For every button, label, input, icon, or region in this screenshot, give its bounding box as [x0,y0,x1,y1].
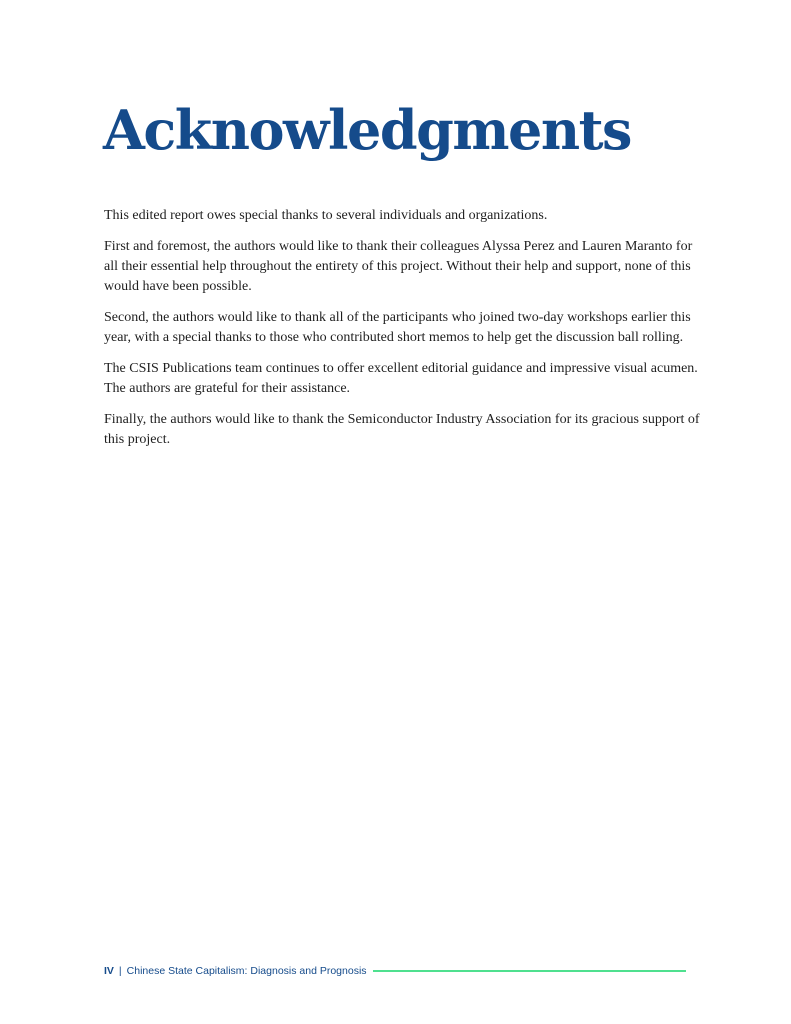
paragraph-3: Second, the authors would like to thank all of the participants who joined two-day workshops earlier this year, with a special thanks to those who contributed short memos to help get the discussion ball rolling. [104,310,691,345]
paragraph-2: First and foremost, the authors would like to thank their colleagues Alyssa Perez and Lauren Maranto for all their essential help throughout the entirety of this project. Without their help and support, none of this would have been possible. [104,239,693,294]
page-number: IV [104,965,114,977]
page-title: Acknowledgments [103,98,631,162]
footer-separator: | [118,965,122,977]
acknowledgments-body [104,206,704,461]
paragraph-1: This edited report owes special thanks to several individuals and organizations. [104,208,548,223]
paragraph-5: Finally, the authors would like to thank the Semiconductor Industry Association for its gracious support of this project. [104,412,700,447]
report-title: Chinese State Capitalism: Diagnosis and Prognosis [126,965,367,977]
paragraph-4: The CSIS Publications team continues to offer excellent editorial guidance and impressive visual acumen. The authors are grateful for their assistance. [104,361,698,396]
footer-rule [373,970,686,972]
page-footer [104,963,686,979]
